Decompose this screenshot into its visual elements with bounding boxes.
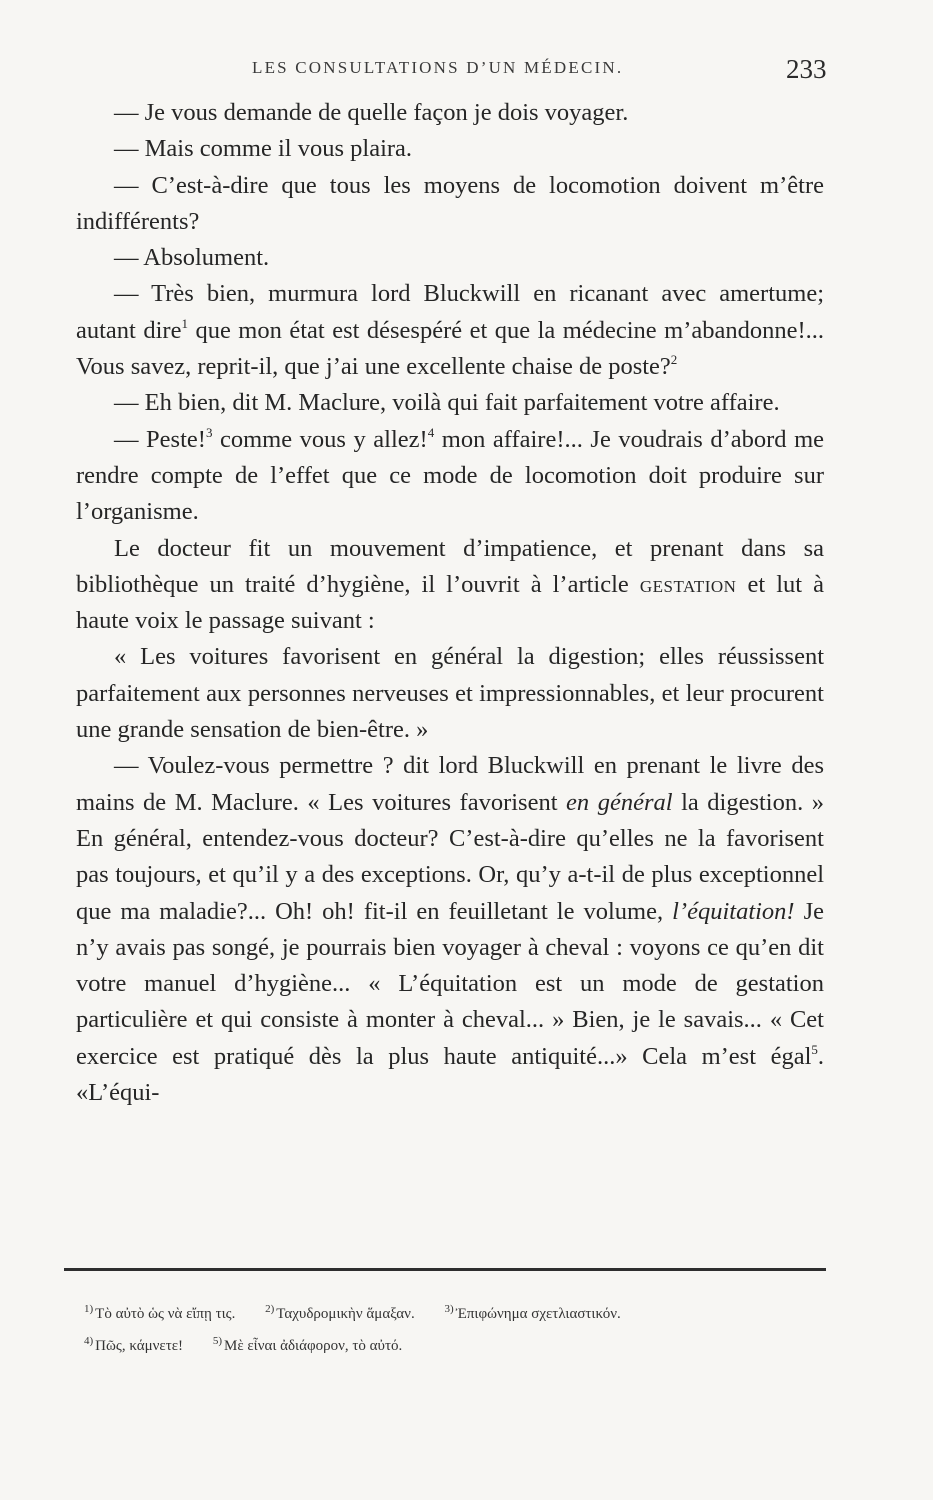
footnote-3: $^{3)}$ Ἐπιφώνημα σχετλιαστικόν. xyxy=(444,1303,621,1322)
paragraph-3: — C’est-à-dire que tous les moyens de locomotion doivent m’être indifférents? xyxy=(76,171,824,235)
footnote-line-1 xyxy=(84,1296,844,1328)
paragraph-9: « Les voitures favorisent en général la digestion; elles réussissent parfaitement aux personnes nerveuses et impressionnables, et leur procurent une grande sensation de bien-être. » xyxy=(76,643,824,744)
footnote-ref-1: 1 xyxy=(181,315,188,331)
paragraph-5 xyxy=(76,276,824,385)
italic-en-general: en général xyxy=(566,788,673,816)
paragraph-7-text-b: comme vous y allez! xyxy=(212,425,428,453)
footnote-5: $^{5)}$ Μὲ εἶναι ἀδιάφορον, τὸ αὐτό. xyxy=(212,1335,403,1354)
paragraph-10-text-d: . «L’équi- xyxy=(76,1042,824,1107)
paragraph-2: — Mais comme il vous plaira. xyxy=(114,135,413,163)
footnotes xyxy=(84,1296,844,1360)
paragraph-5-text-b: que mon état est désespéré et que la médecine m’abandonne!... Vous savez, reprit-il, que j’ai une excellente chaise de poste? xyxy=(76,316,825,381)
article-term: gestation xyxy=(639,570,737,598)
running-header: LES CONSULTATIONS D’UN MÉDECIN. xyxy=(252,58,624,77)
footnote-4: $^{4)}$ Πῶς, κάμνετε! xyxy=(84,1335,184,1354)
paragraph-4: — Absolument. xyxy=(114,244,270,272)
paragraph-10-text-a: — Voulez-vous permettre ? dit lord Bluckwill en prenant le livre des mains de M. Maclure. « Les voitures favorisent xyxy=(76,752,824,816)
footnote-ref-5: 5 xyxy=(811,1041,818,1057)
paragraph-8 xyxy=(76,531,824,640)
footnote-1: $^{1)}$ Τὸ αὐτὸ ὡς νὰ εἴπῃ τις. xyxy=(84,1303,236,1322)
footnote-ref-2: 2 xyxy=(670,352,678,368)
footnote-2: $^{2)}$ Ταχυδρομικὴν ἅμαξαν. xyxy=(265,1303,415,1322)
footnote-ref-3: 3 xyxy=(205,424,213,440)
paragraph-10-text-b: la digestion. » En général, entendez-vous docteur? C’est-à-dire qu’elles ne la favorisent pas toujours, et qu’il y a des exceptions. Or, qu’y a-t-il de plus exceptionnel que ma maladie?... Oh! oh! fit-il en feuilletant le volume, xyxy=(76,788,825,925)
italic-equitation: l’équitation! xyxy=(672,897,795,925)
paragraph-5-text-a: — Très bien, murmura lord Bluckwill en ricanant avec amertume; autant dire xyxy=(76,280,824,344)
paragraph-6: — Eh bien, dit M. Maclure, voilà qui fait parfaitement votre affaire. xyxy=(114,389,780,417)
footnote-rule xyxy=(64,1268,826,1271)
body-text xyxy=(76,95,824,1111)
paragraph-10 xyxy=(76,748,824,1111)
page-number: 233 xyxy=(786,54,827,84)
paragraph-7-text-c: mon affaire!... Je voudrais d’abord me rendre compte de l’effet que ce mode de locomotion doit produire sur l’organisme. xyxy=(76,425,824,526)
paragraph-1: — Je vous demande de quelle façon je dois voyager. xyxy=(114,99,629,126)
paragraph-7 xyxy=(76,422,824,531)
paragraph-8-text-b: et lut à haute voix le passage suivant : xyxy=(76,570,824,635)
footnote-ref-4: 4 xyxy=(427,424,435,440)
paragraph-7-text-a: — Peste! xyxy=(114,425,206,453)
footnote-line-2 xyxy=(84,1328,844,1360)
paragraph-10-text-c: Je n’y avais pas songé, je pourrais bien voyager à cheval : voyons ce qu’en dit votre manuel d’hygiène... « L’équitation est un mode de gestation particulière et qui consiste à monter à cheval... » Bien, je le savais... « Cet exercice est pratiqué dès la plus haute antiquité...» Cela m’est égal xyxy=(76,897,824,1070)
paragraph-8-text-a: Le docteur fit un mouvement d’impatience, et prenant dans sa bibliothèque un traité d’hygiène, il l’ouvrit à l’article xyxy=(76,534,824,598)
